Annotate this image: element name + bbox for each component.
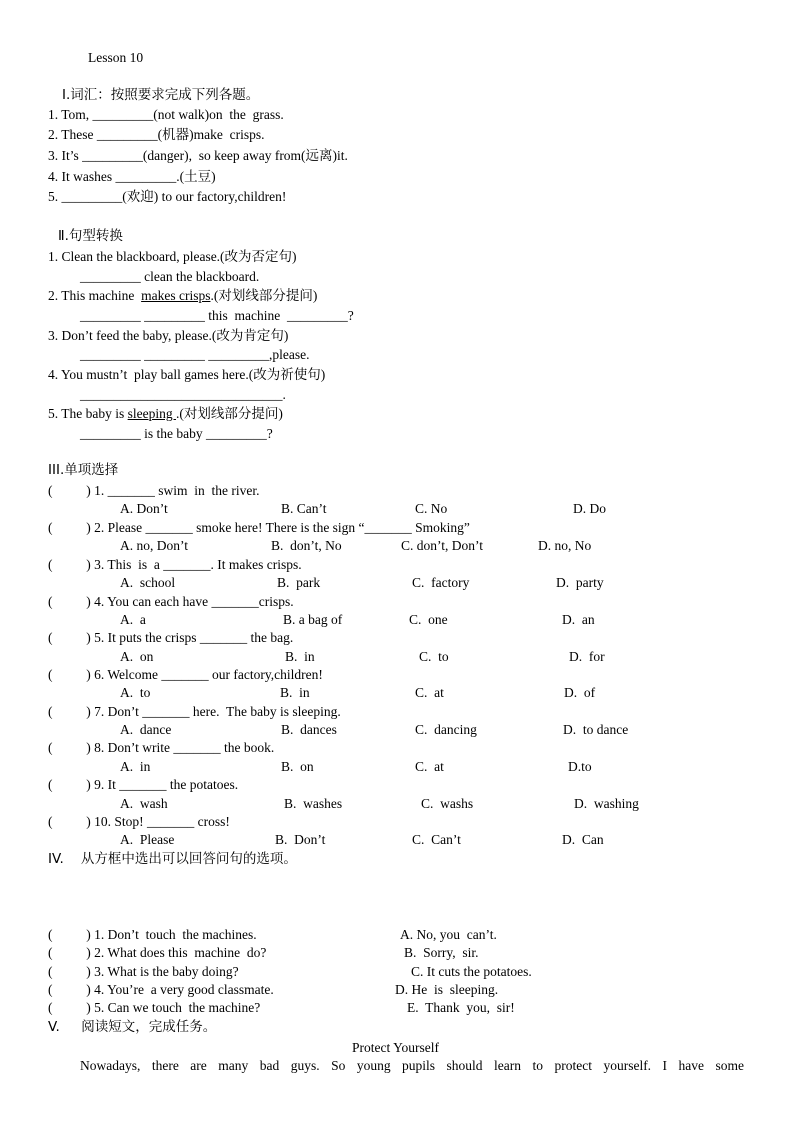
mc-3-option-a: A. school	[120, 575, 176, 590]
mc-question-5: ( ) 5. It puts the crisps _______ the bag.	[48, 630, 294, 645]
mc-4-option-d: D. an	[562, 612, 595, 627]
mc-4-option-a: A. a	[120, 612, 146, 627]
section2-q2-post: .(对划线部分提问)	[210, 288, 318, 303]
section5-heading: V. 阅读短文，完成任务。	[48, 1019, 217, 1035]
section4-heading: IV. 从方框中选出可以回答问句的选项。	[48, 851, 297, 867]
section2-q5	[48, 406, 283, 422]
match-question-3: ( ) 3. What is the baby doing?	[48, 964, 239, 979]
mc-7-option-d: D. to dance	[563, 722, 629, 737]
mc-7-option-b: B. dances	[281, 722, 337, 737]
mc-7-option-a: A. dance	[120, 722, 172, 737]
mc-1-option-b: B. Can’t	[281, 501, 327, 516]
mc-5-option-b: B. in	[285, 649, 315, 664]
mc-4-option-b: B. a bag of	[283, 612, 343, 627]
mc-4-option-c: C. one	[409, 612, 448, 627]
mc-6-option-c: C. at	[415, 685, 444, 700]
mc-9-option-c: C. washs	[421, 796, 474, 811]
passage-text: Nowadays, there are many bad guys. So young pupils should learn to protect yourself. I have some	[80, 1058, 744, 1073]
mc-6-option-b: B. in	[280, 685, 310, 700]
section2-q2	[48, 288, 317, 304]
section2-q2-underlined: makes crisps	[141, 288, 211, 303]
mc-2-option-b: B. don’t, No	[271, 538, 342, 553]
mc-5-option-a: A. on	[120, 649, 154, 664]
match-question-2: ( ) 2. What does this machine do?	[48, 945, 267, 960]
section2-heading: Ⅱ.句型转换	[58, 228, 123, 244]
mc-5-option-d: D. for	[569, 649, 605, 664]
section2-q5-post: .(对划线部分提问)	[176, 406, 283, 421]
mc-1-option-d: D. Do	[573, 501, 606, 516]
mc-9-option-d: D. washing	[574, 796, 639, 811]
mc-question-2: ( ) 2. Please _______ smoke here! There is the sign “_______ Smoking”	[48, 520, 470, 535]
mc-6-option-a: A. to	[120, 685, 151, 700]
mc-question-9: ( ) 9. It _______ the potatoes.	[48, 777, 239, 792]
match-question-5: ( ) 5. Can we touch the machine?	[48, 1000, 261, 1015]
mc-8-option-c: C. at	[415, 759, 444, 774]
match-answer-b: B. Sorry, sir.	[404, 945, 479, 960]
mc-3-option-c: C. factory	[412, 575, 470, 590]
section2-q1: 1. Clean the blackboard, please.(改为否定句)	[48, 249, 297, 264]
section2-q4: 4. You mustn’t play ball games here.(改为祈使句)	[48, 367, 326, 382]
mc-6-option-d: D. of	[564, 685, 596, 700]
mc-3-option-d: D. party	[556, 575, 604, 590]
mc-question-7: ( ) 7. Don’t _______ here. The baby is sleeping.	[48, 704, 341, 719]
match-answer-e: E. Thank you, sir!	[407, 1000, 515, 1015]
mc-question-6: ( ) 6. Welcome _______ our factory,children!	[48, 667, 323, 682]
mc-3-option-b: B. park	[277, 575, 321, 590]
section1-item-4: 4. It washes _________.(土豆)	[48, 169, 216, 184]
mc-9-option-a: A. wash	[120, 796, 168, 811]
section1-item-5: 5. _________(欢迎) to our factory,children!	[48, 189, 287, 204]
mc-8-option-a: A. in	[120, 759, 151, 774]
section1-item-3: 3. It’s _________(danger), so keep away from(远离)it.	[48, 148, 348, 163]
mc-1-option-c: C. No	[415, 501, 448, 516]
mc-question-1: ( ) 1. _______ swim in the river.	[48, 483, 260, 498]
passage-title: Protect Yourself	[352, 1040, 439, 1055]
mc-2-option-d: D. no, No	[538, 538, 592, 553]
mc-7-option-c: C. dancing	[415, 722, 477, 737]
section2-q3-answer: _________ _________ _________,please.	[80, 347, 310, 362]
section2-q5-answer: _________ is the baby _________?	[80, 426, 273, 441]
match-answer-c: C. It cuts the potatoes.	[411, 964, 532, 979]
mc-10-option-c: C. Can’t	[412, 832, 461, 847]
match-answer-d: D. He is sleeping.	[395, 982, 499, 997]
mc-8-option-b: B. on	[281, 759, 314, 774]
match-question-1: ( ) 1. Don’t touch the machines.	[48, 927, 257, 942]
section2-q4-answer: ______________________________.	[80, 387, 286, 402]
match-question-4: ( ) 4. You’re a very good classmate.	[48, 982, 274, 997]
section1-heading: Ⅰ.词汇：按照要求完成下列各题。	[62, 87, 260, 103]
mc-question-10: ( ) 10. Stop! _______ cross!	[48, 814, 230, 829]
mc-question-8: ( ) 8. Don’t write _______ the book.	[48, 740, 275, 755]
section2-q5-pre: 5. The baby is	[48, 406, 128, 421]
mc-9-option-b: B. washes	[284, 796, 343, 811]
mc-8-option-d: D.to	[568, 759, 592, 774]
mc-10-option-d: D. Can	[562, 832, 604, 847]
lesson-title: Lesson 10	[88, 50, 144, 65]
section3-heading: III.单项选择	[48, 462, 119, 478]
mc-10-option-a: A. Please	[120, 832, 175, 847]
section2-q2-pre: 2. This machine	[48, 288, 142, 303]
section2-q3: 3. Don’t feed the baby, please.(改为肯定句)	[48, 328, 289, 343]
mc-1-option-a: A. Don’t	[120, 501, 168, 516]
section2-q1-answer: _________ clean the blackboard.	[80, 269, 260, 284]
mc-question-3: ( ) 3. This is a _______. It makes crisps.	[48, 557, 302, 572]
match-answer-a: A. No, you can’t.	[400, 927, 497, 942]
mc-2-option-a: A. no, Don’t	[120, 538, 189, 553]
mc-question-4: ( ) 4. You can each have _______crisps.	[48, 594, 294, 609]
section2-q2-answer: _________ _________ this machine _________?	[80, 308, 354, 323]
mc-10-option-b: B. Don’t	[275, 832, 326, 847]
mc-2-option-c: C. don’t, Don’t	[401, 538, 484, 553]
section2-q5-underlined: sleeping	[127, 406, 176, 421]
section1-item-1: 1. Tom, _________(not walk)on the grass.	[48, 107, 284, 122]
section1-item-2: 2. These _________(机器)make crisps.	[48, 127, 265, 142]
mc-5-option-c: C. to	[419, 649, 449, 664]
